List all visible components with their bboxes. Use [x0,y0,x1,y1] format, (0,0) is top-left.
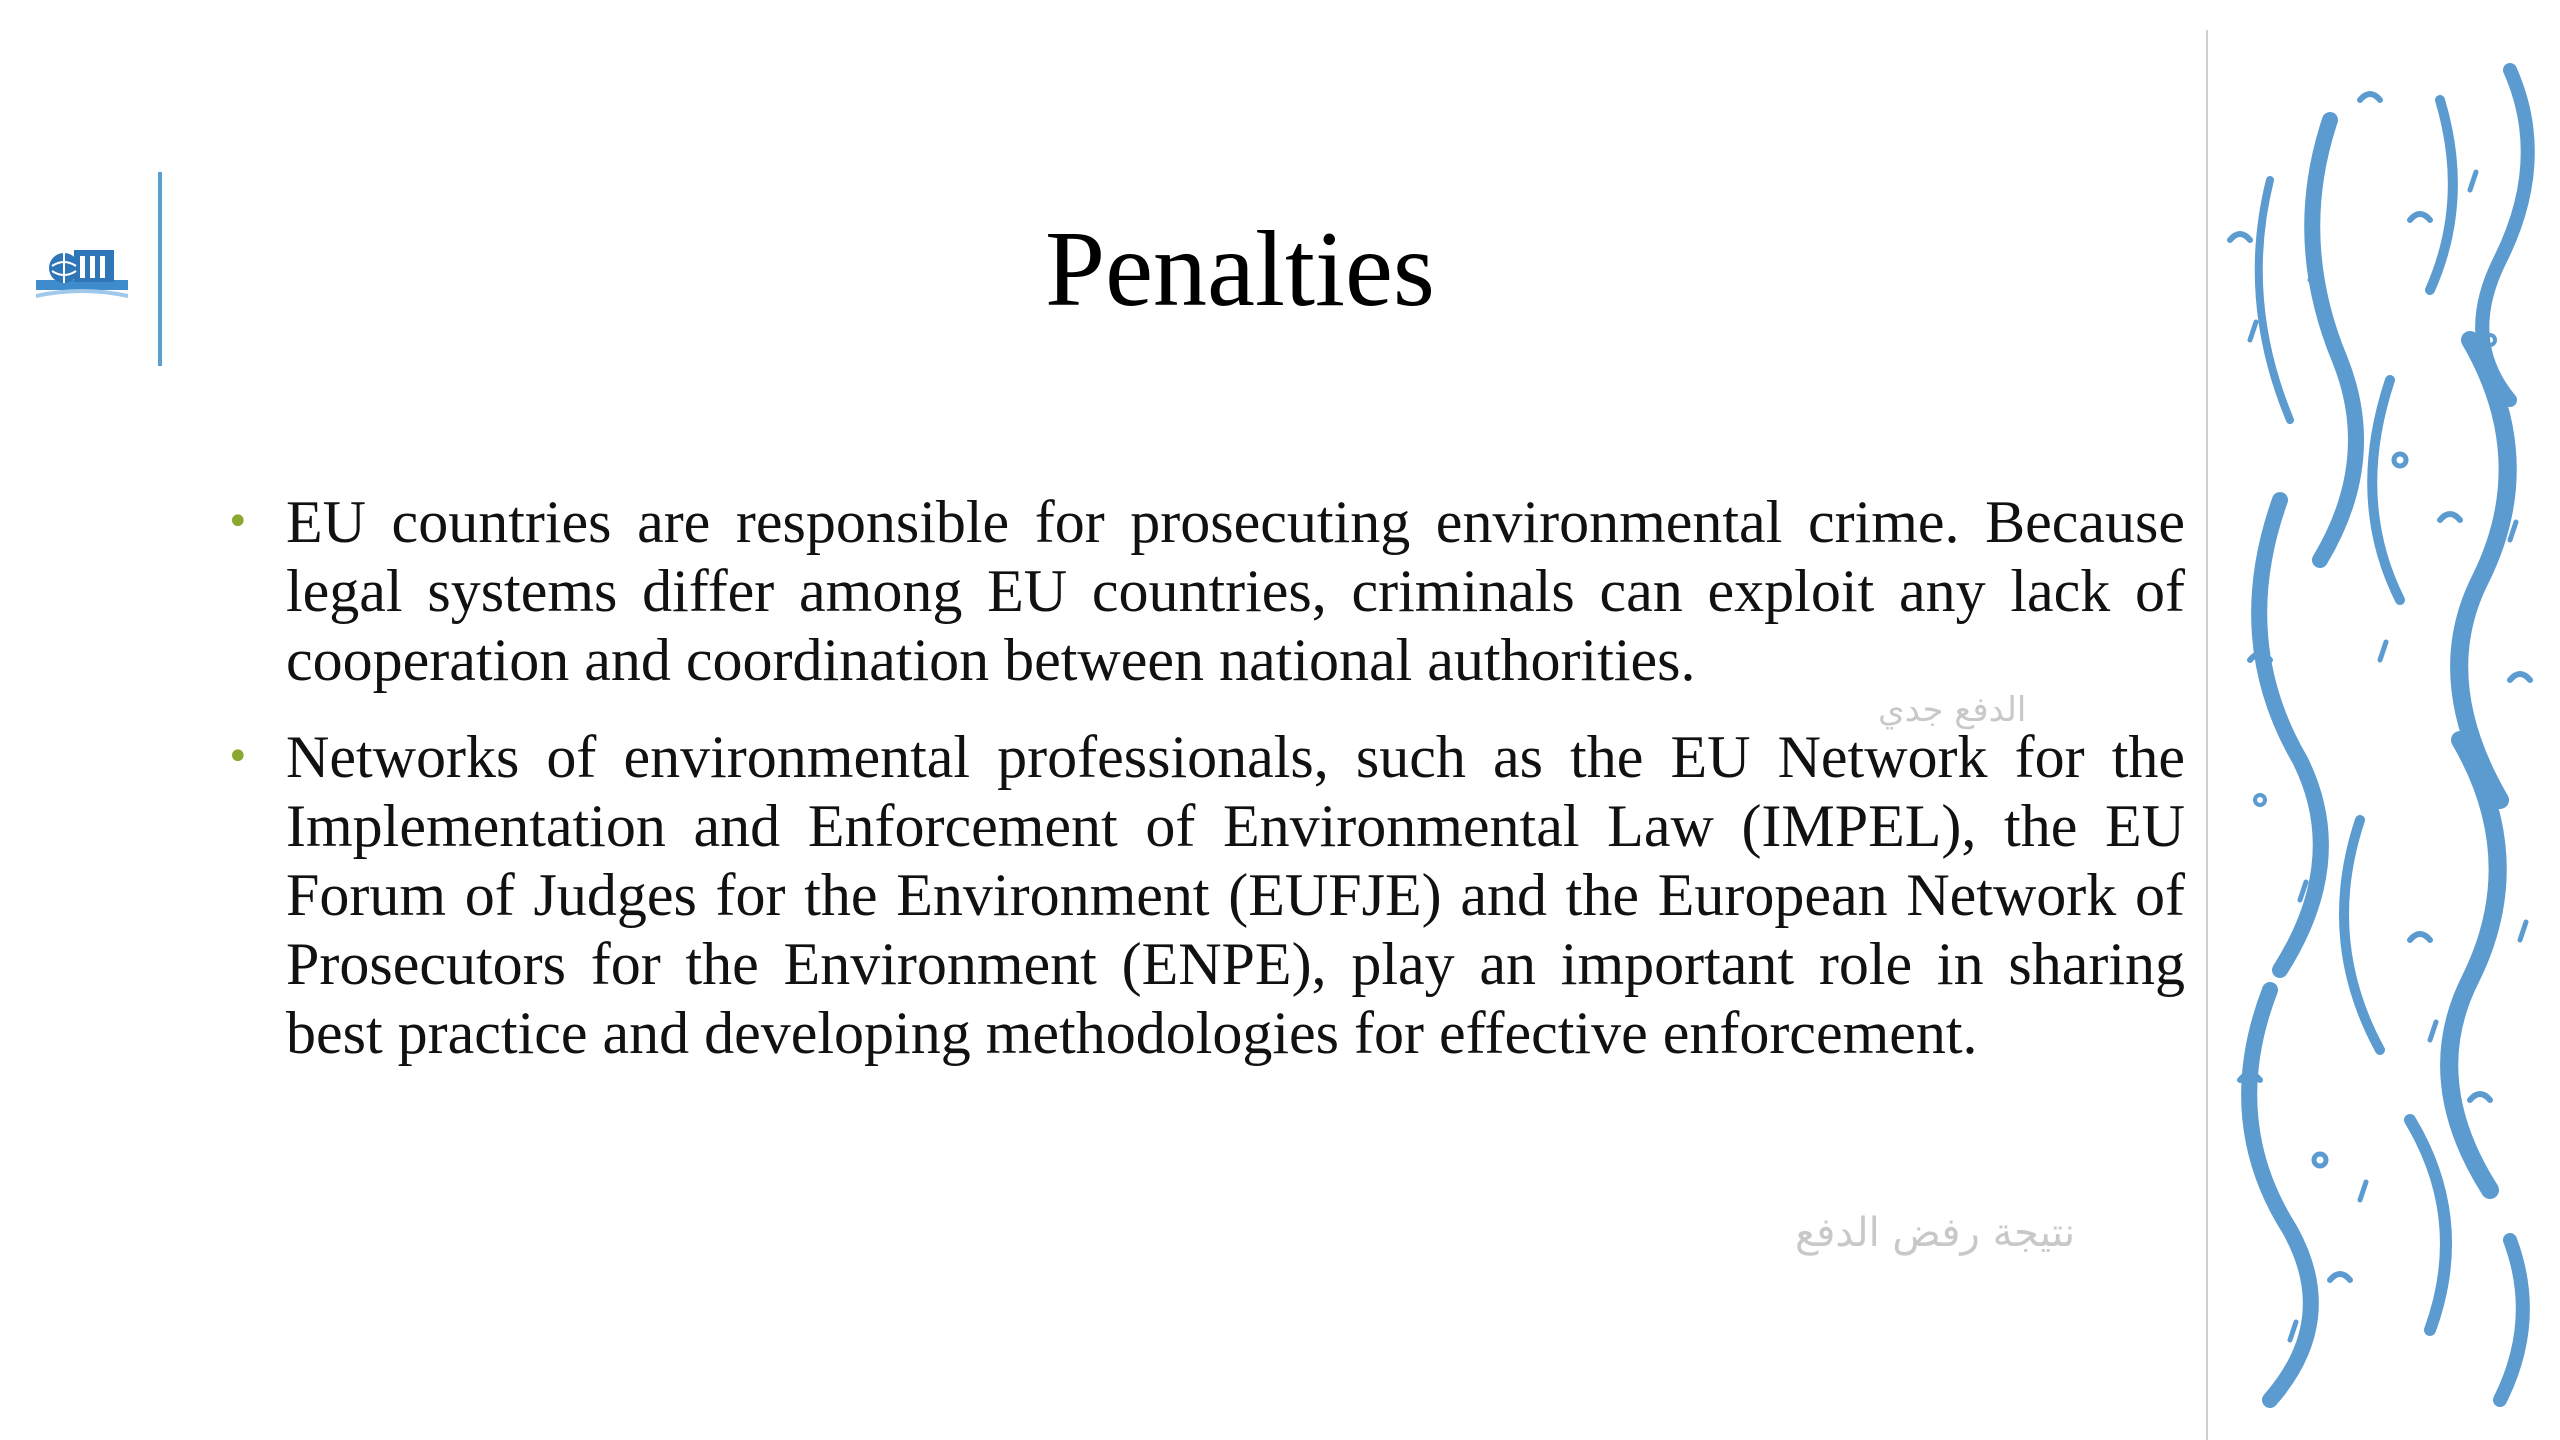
faint-annotation: الدفع جدي [1878,690,2027,730]
faint-annotation: نتيجة رفض الدفع [1795,1210,2076,1256]
slide-title: Penalties [1045,210,1435,329]
bullet-text: Networks of environmental professionals, such as the EU Network for the Implementation and Enforcement of Environmental Law (IMPEL), the EU Forum of Judges for the Environment (EUFJE) and the European Network of Prosecutors for the Environment (ENPE), play an important role in sharing best practice and developing methodologies for effective enforcement. [286,724,2185,1066]
bullet-dot-icon: • [226,734,250,780]
bullet-item [220,488,2185,695]
arabic-calligraphy-icon [2210,40,2560,1440]
bullet-item [220,723,2185,1068]
side-divider [2206,30,2208,1440]
bullet-list [220,488,2185,1096]
bullet-text: EU countries are responsible for prosecuting environmental crime. Because legal systems differ among EU countries, criminals can exploit any lack of cooperation and coordination between national authorities. [286,489,2185,693]
bullet-dot-icon: • [226,499,250,545]
